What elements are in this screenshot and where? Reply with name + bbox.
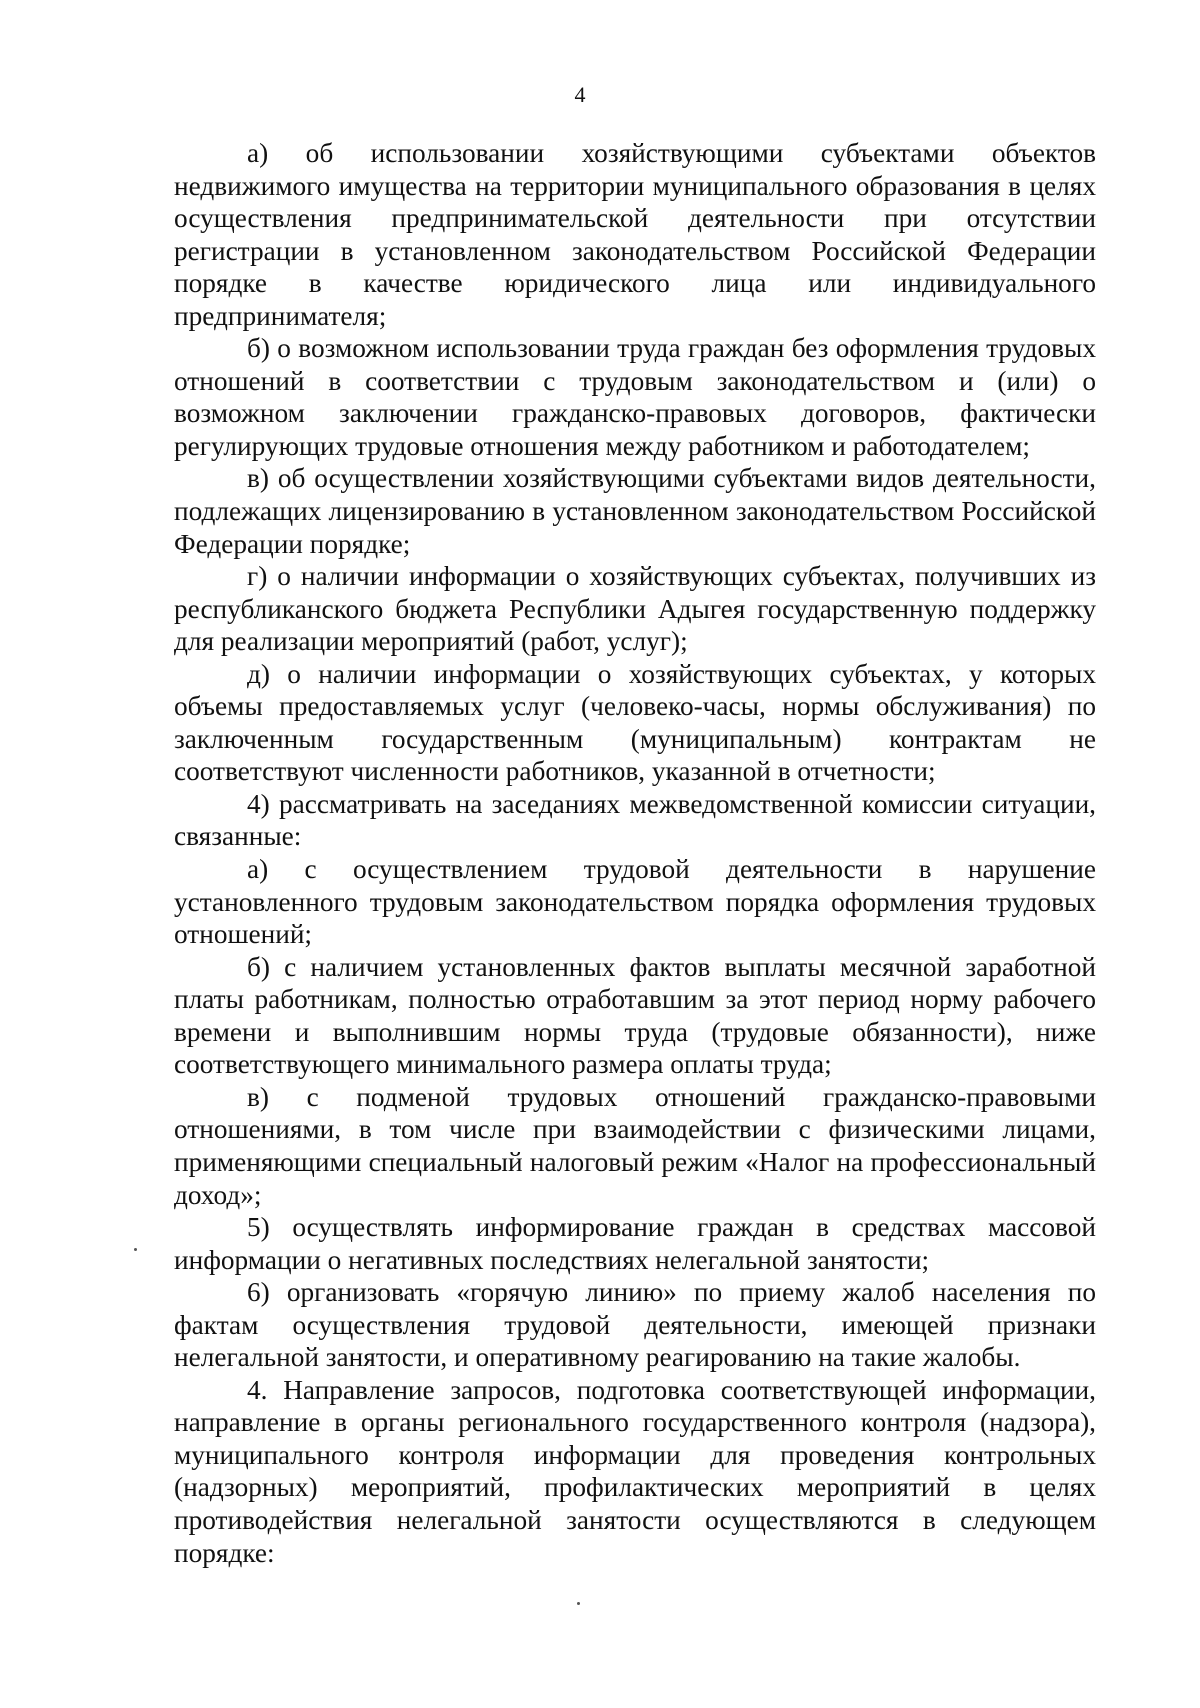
paragraph-item-4: 4) рассматривать на заседаниях межведомственной комиссии ситуации, связанные: — [174, 788, 1096, 852]
paragraph-3g: г) о наличии информации о хозяйствующих субъектах, получивших из республиканского бюджета Республики Адыгея государственную поддержку для реализации мероприятий (работ, услуг); — [174, 561, 1096, 657]
paragraph-3b: б) о возможном использовании труда граждан без оформления трудовых отношений в соответствии с трудовым законодательством и (или) о возможном заключении гражданско-правовых договоров, фактически регулирующих трудовые отношения между работником и работодателем; — [174, 333, 1096, 461]
paragraph-3d: д) о наличии информации о хозяйствующих субъектах, у которых объемы предоставляемых услуг (человеко-часы, нормы обслуживания) по заключенным государственным (муниципальным) контрактам не соответствуют численности работников, указанной в отчетности; — [174, 658, 1096, 787]
paragraph-4v: в) с подменой трудовых отношений гражданско-правовыми отношениями, в том числе при взаимодействии с физическими лицами, применяющими специальный налоговый режим «Налог на профессиональный доход»; — [174, 1081, 1096, 1210]
paragraph-section-4: 4. Направление запросов, подготовка соответствующей информации, направление в органы регионального государственного контроля (надзора), муниципального контроля информации для проведения контрольных (надзорных) мероприятий, профилактических мероприятий в целях противодействия нелегальной занятости осуществляются в следующем порядке: — [174, 1374, 1096, 1568]
paragraph-4b: б) с наличием установленных фактов выплаты месячной заработной платы работникам, полностью отработавшим за этот период норму рабочего времени и выполнившим нормы труда (трудовые обязанности), ниже соответствующего минимального размера оплаты труда; — [174, 951, 1096, 1080]
paragraph-item-6: 6) организовать «горячую линию» по приему жалоб населения по фактам осуществления трудовой деятельности, имеющей признаки нелегальной занятости, и оперативному реагированию на такие жалобы. — [174, 1277, 1096, 1373]
scan-speck — [577, 1602, 580, 1605]
paragraph-item-5: 5) осуществлять информирование граждан в средствах массовой информации о негативных последствиях нелегальной занятости; — [174, 1212, 1096, 1275]
page-number: 4 — [574, 82, 586, 107]
paragraph-3a: а) об использовании хозяйствующими субъектами объектов недвижимого имущества на территории муниципального образования в целях осуществления предпринимательской деятельности при отсутствии регистрации в установленном законодательством Российской Федерации порядке в качестве юридического лица или индивидуального предпринимателя; — [174, 138, 1096, 331]
document-body — [174, 137, 1096, 1569]
paragraph-4a: а) с осуществлением трудовой деятельности в нарушение установленного трудовым законодательством порядка оформления трудовых отношений; — [174, 854, 1096, 950]
scan-speck — [134, 1248, 137, 1251]
paragraph-3v: в) об осуществлении хозяйствующими субъектами видов деятельности, подлежащих лицензированию в установленном законодательством Российской Федерации порядке; — [174, 463, 1096, 559]
